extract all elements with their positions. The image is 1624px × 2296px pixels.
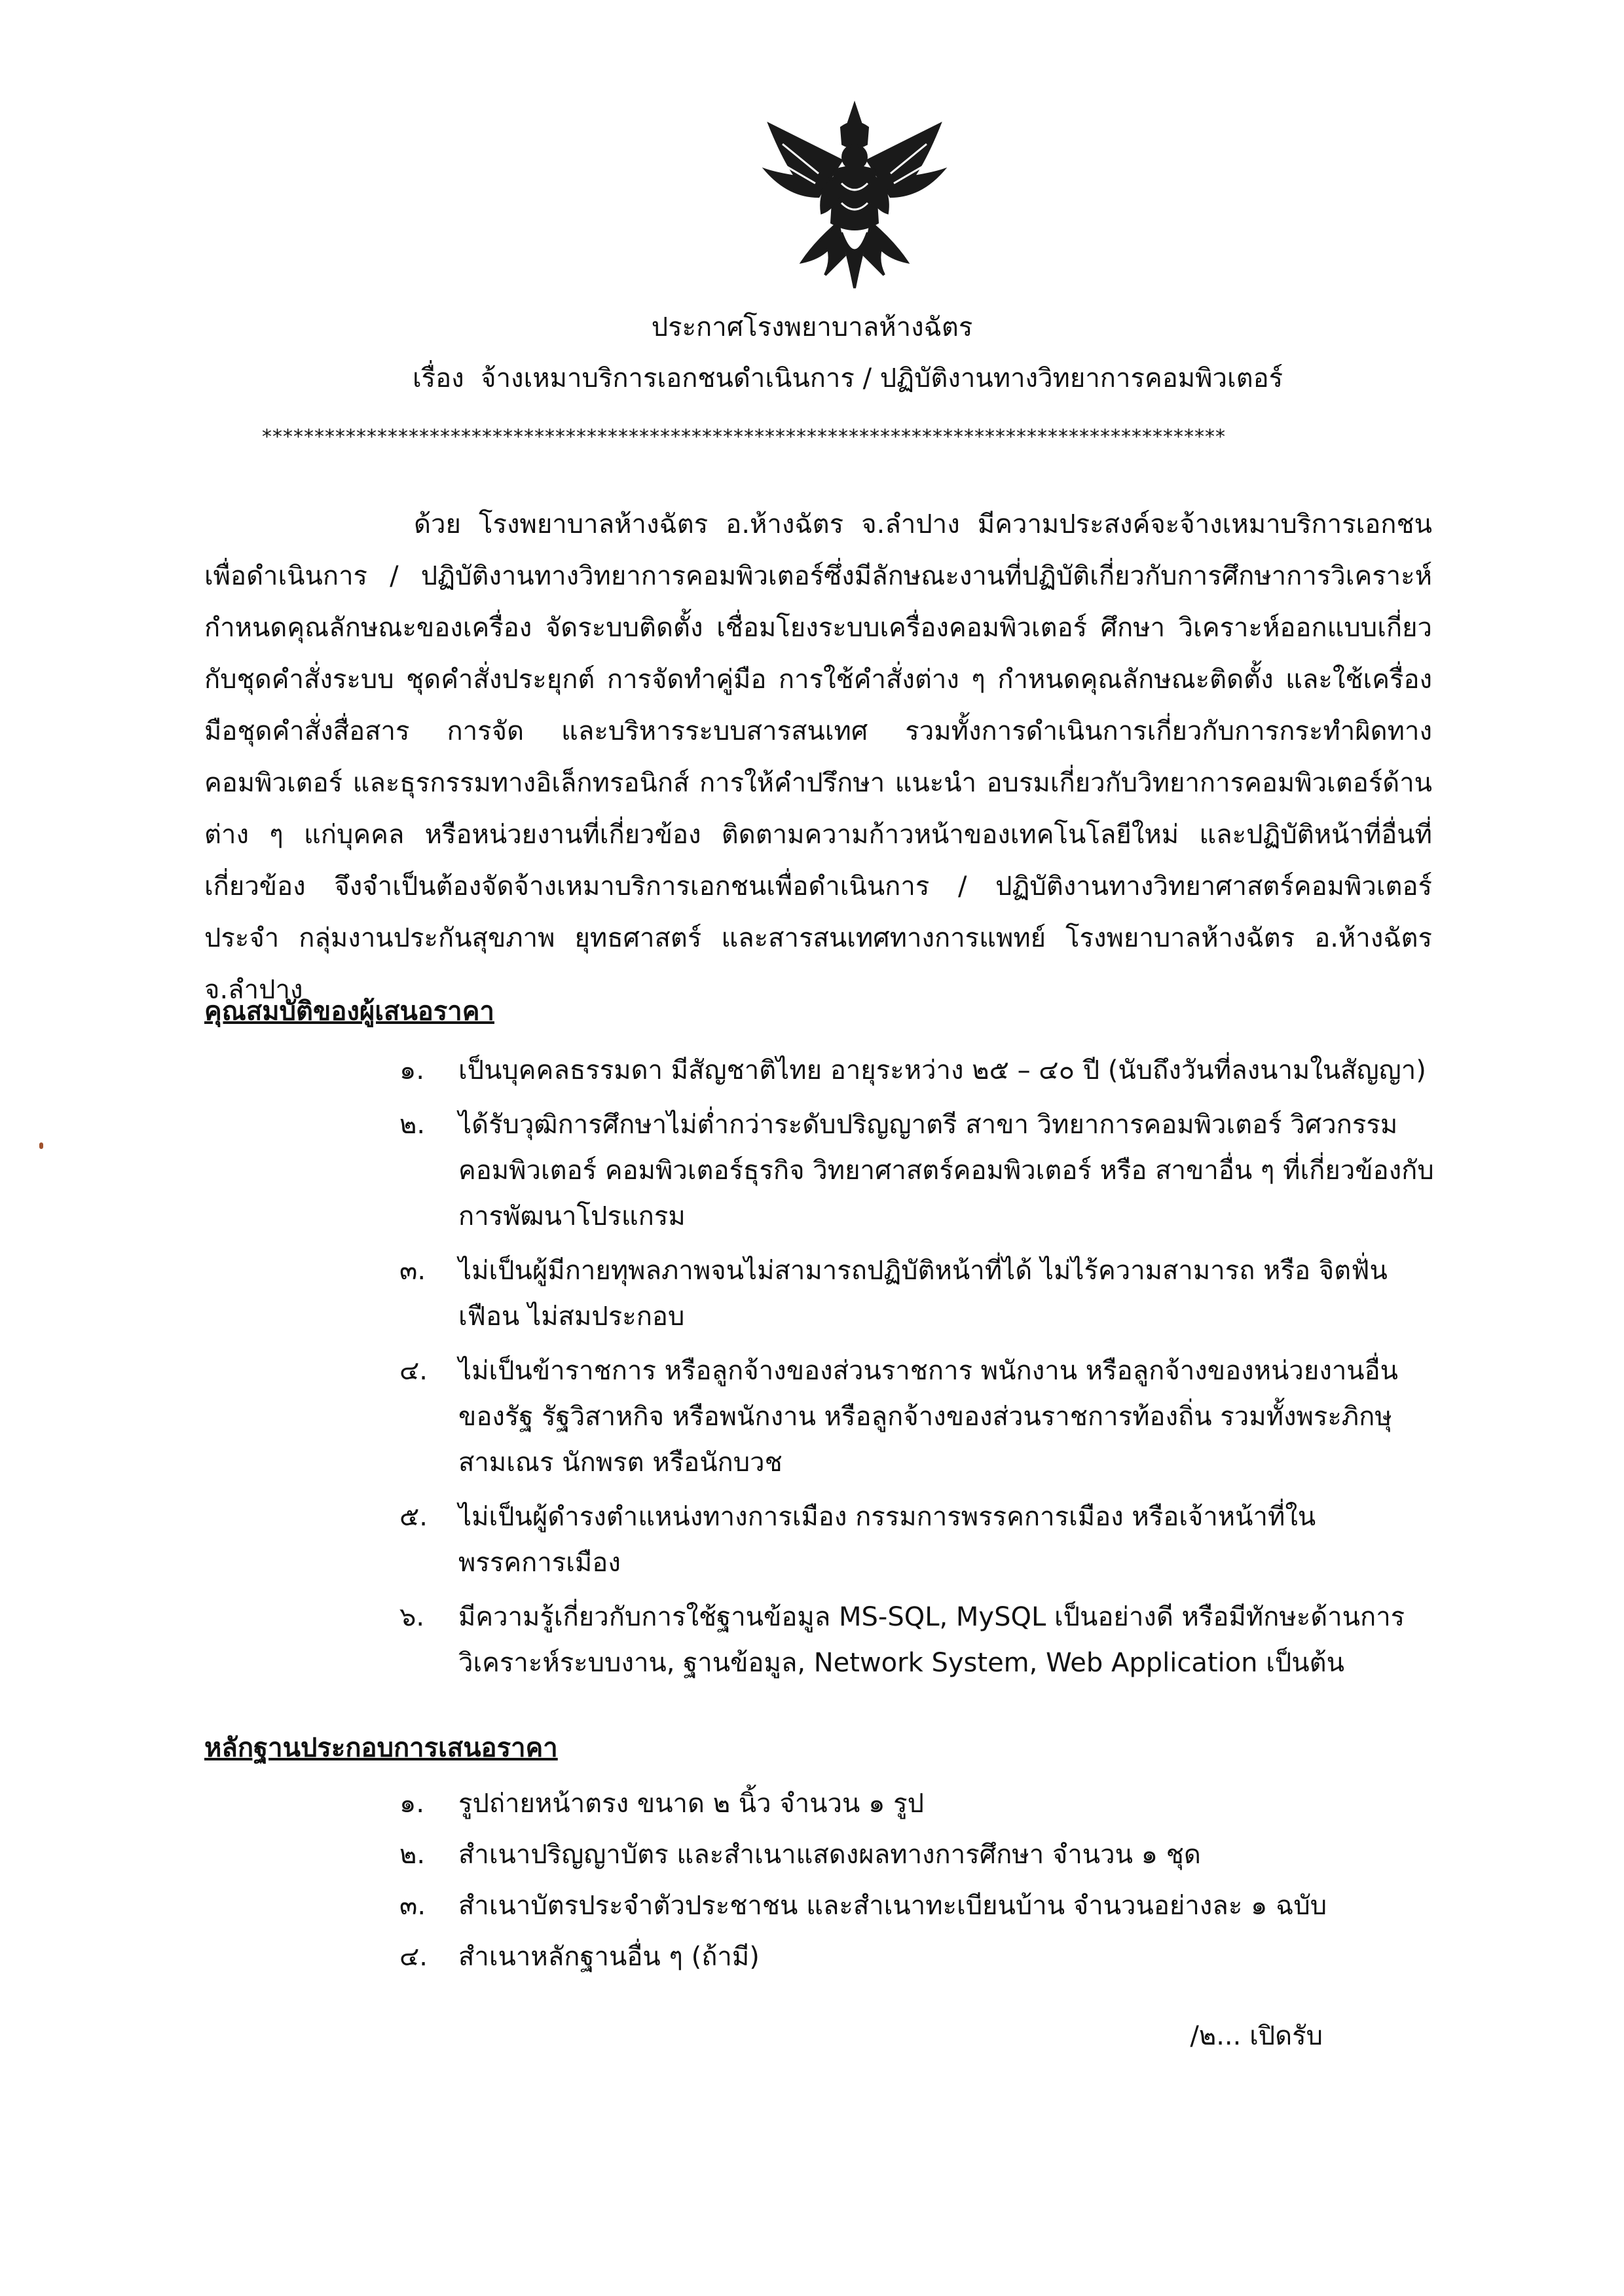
item-number: ๓. bbox=[399, 1891, 426, 1921]
scan-speck bbox=[39, 1142, 43, 1149]
garuda-emblem-icon bbox=[756, 98, 953, 295]
item-number: ๑. bbox=[399, 1789, 425, 1819]
subject-label: เรื่อง bbox=[413, 363, 464, 393]
item-text: สำเนาหลักฐานอื่น ๆ (ถ้ามี) bbox=[458, 1942, 760, 1972]
separator-line: ******************************************************************************************** bbox=[262, 426, 1226, 448]
item-number: ๒. bbox=[399, 1110, 426, 1140]
item-number: ๒. bbox=[399, 1840, 426, 1870]
item-number: ๔. bbox=[399, 1356, 428, 1386]
qualifications-list bbox=[399, 1048, 1434, 1694]
item-number: ๑. bbox=[399, 1055, 425, 1085]
item-text: ไม่เป็นผู้มีกายทุพลภาพจนไม่สามารถปฏิบัติหน้าที่ได้ ไม่ไร้ความสามารถ หรือ จิตฟั่นเฟือน ไม่สมประกอบ bbox=[458, 1256, 1388, 1332]
item-text: รูปถ่ายหน้าตรง ขนาด ๒ นิ้ว จำนวน ๑ รูป bbox=[458, 1789, 925, 1819]
documents-list bbox=[399, 1781, 1434, 1985]
qualifications-heading: คุณสมบัติของผู้เสนอราคา bbox=[204, 996, 494, 1027]
item-number: ๓. bbox=[399, 1256, 426, 1286]
list-item bbox=[399, 1348, 1434, 1485]
list-item bbox=[399, 1883, 1434, 1929]
list-item bbox=[399, 1832, 1434, 1878]
item-text: ไม่เป็นผู้ดำรงตำแหน่งทางการเมือง กรรมการพรรคการเมือง หรือเจ้าหน้าที่ในพรรคการเมือง bbox=[458, 1502, 1316, 1578]
list-item bbox=[399, 1248, 1434, 1339]
item-text: สำเนาปริญญาบัตร และสำเนาแสดงผลทางการศึกษา จำนวน ๑ ชุด bbox=[458, 1840, 1201, 1870]
item-text: ไม่เป็นข้าราชการ หรือลูกจ้างของส่วนราชการ พนักงาน หรือลูกจ้างของหน่วยงานอื่นของรัฐ รัฐวิสาหกิจ หรือพนักงาน หรือลูกจ้างของส่วนราชการท้องถิ่น รวมทั้งพระภิกษุ สามเณร นักพรต หรือนักบวช bbox=[458, 1356, 1399, 1478]
documents-heading: หลักฐานประกอบการเสนอราคา bbox=[204, 1733, 558, 1763]
item-text: มีความรู้เกี่ยวกับการใช้ฐานข้อมูล MS-SQL, MySQL เป็นอย่างดี หรือมีทักษะด้านการวิเคราะห์ระบบงาน, ฐานข้อมูล, Network System, Web Application เป็นต้น bbox=[458, 1602, 1405, 1678]
list-item bbox=[399, 1048, 1434, 1093]
list-item bbox=[399, 1594, 1434, 1686]
item-number: ๖. bbox=[399, 1602, 425, 1632]
item-text: ได้รับวุฒิการศึกษาไม่ต่ำกว่าระดับปริญญาตรี สาขา วิทยาการคอมพิวเตอร์ วิศวกรรมคอมพิวเตอร์ คอมพิวเตอร์ธุรกิจ วิทยาศาสตร์คอมพิวเตอร์ หรือ สาขาอื่น ๆ ที่เกี่ยวข้องกับการพัฒนาโปรแกรม bbox=[458, 1110, 1434, 1231]
next-page-reference: /๒... เปิดรับ bbox=[1190, 2021, 1323, 2051]
list-item bbox=[399, 1494, 1434, 1586]
list-item bbox=[399, 1781, 1434, 1827]
item-number: ๕. bbox=[399, 1502, 428, 1532]
list-item bbox=[399, 1102, 1434, 1239]
item-text: เป็นบุคคลธรรมดา มีสัญชาติไทย อายุระหว่าง ๒๕ – ๔๐ ปี (นับถึงวันที่ลงนามในสัญญา) bbox=[458, 1055, 1426, 1085]
item-text: สำเนาบัตรประจำตัวประชาชน และสำเนาทะเบียนบ้าน จำนวนอย่างละ ๑ ฉบับ bbox=[458, 1891, 1327, 1921]
body-text: ด้วย โรงพยาบาลห้างฉัตร อ.ห้างฉัตร จ.ลำปาง มีความประสงค์จะจ้างเหมาบริการเอกชนเพื่อดำเนินการ / ปฏิบัติงานทางวิทยาการคอมพิวเตอร์ซึ่งมีลักษณะงานที่ปฏิบัติเกี่ยวกับการศึกษาการวิเคราะห์กำหนดคุณลักษณะของเครื่อง จัดระบบติดตั้ง เชื่อมโยงระบบเครื่องคอมพิวเตอร์ ศึกษา วิเคราะห์ออกแบบเกี่ยวกับชุดคำสั่งระบบ ชุดคำสั่งประยุกต์ การจัดทำคู่มือ การใช้คำสั่งต่าง ๆ กำหนดคุณลักษณะติดตั้ง และใช้เครื่องมือชุดคำสั่งสื่อสาร การจัด และบริหารระบบสารสนเทศ รวมทั้งการดำเนินการเกี่ยวกับการกระทำผิดทางคอมพิวเตอร์ และธุรกรรมทางอิเล็กทรอนิกส์ การให้คำปรึกษา แนะนำ อบรมเกี่ยวกับวิทยาการคอมพิวเตอร์ด้านต่าง ๆ แก่บุคคล หรือหน่วยงานที่เกี่ยวข้อง ติดตามความก้าวหน้าของเทคโนโลยีใหม่ และปฏิบัติหน้าที่อื่นที่เกี่ยวข้อง จึงจำเป็นต้องจัดจ้างเหมาบริการเอกชนเพื่อดำเนินการ / ปฏิบัติงานทางวิทยาศาสตร์คอมพิวเตอร์ประจำ กลุ่มงานประกันสุขภาพ ยุทธศาสตร์ และสารสนเทศทางการแพทย์ โรงพยาบาลห้างฉัตร อ.ห้างฉัตร จ.ลำปาง bbox=[204, 509, 1432, 1005]
list-item bbox=[399, 1934, 1434, 1980]
subject-text: จ้างเหมาบริการเอกชนดำเนินการ / ปฏิบัติงานทางวิทยาการคอมพิวเตอร์ bbox=[481, 363, 1283, 393]
item-number: ๔. bbox=[399, 1942, 428, 1972]
body-paragraph bbox=[204, 499, 1432, 1016]
announcement-title: ประกาศโรงพยาบาลห้างฉัตร bbox=[651, 312, 973, 342]
announcement-subject bbox=[413, 359, 1329, 398]
